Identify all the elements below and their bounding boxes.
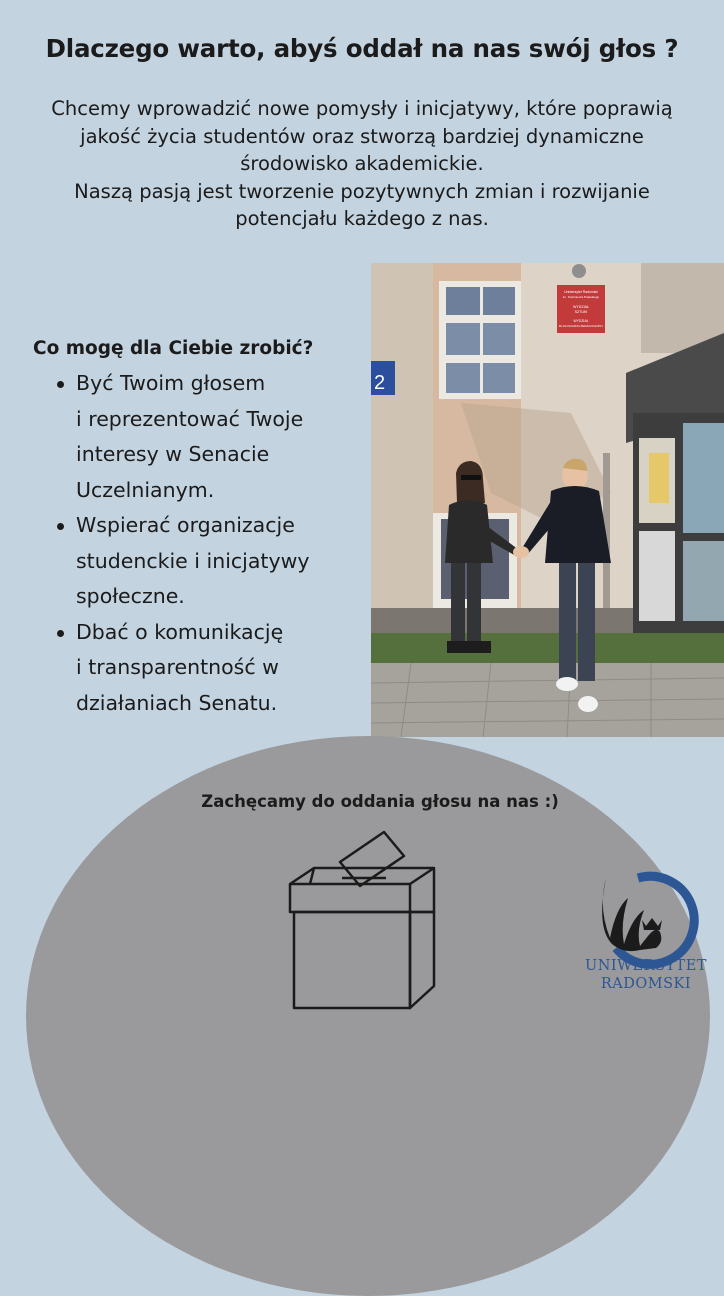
plaque-line: FILOLOGICZNO-PEDAGOGICZNY xyxy=(558,324,604,328)
help-list xyxy=(48,366,348,721)
help-item-line: Być Twoim głosem xyxy=(76,371,266,395)
logo-text-line2: RADOMSKI xyxy=(600,976,692,992)
intro-text xyxy=(20,95,704,233)
plaque-line: WYDZIAŁ xyxy=(573,319,589,323)
help-item-representation xyxy=(48,366,348,508)
help-item-line: Wspierać organizacje xyxy=(76,513,295,537)
poster-title: Dlaczego warto, abyś oddał na nas swój głos ? xyxy=(45,34,679,63)
intro-line: Chcemy wprowadzić nowe pomysły i inicjatywy, które poprawią xyxy=(51,97,673,120)
intro-line: jakość życia studentów oraz stworzą bardziej dynamiczne xyxy=(80,124,644,148)
call-to-action: Zachęcamy do oddania głosu na nas :) xyxy=(201,792,559,811)
help-item-line: Dbać o komunikację xyxy=(76,619,284,644)
help-heading: Co mogę dla Ciebie zrobić? xyxy=(33,338,314,359)
bottom-circle xyxy=(26,736,710,1296)
candidates-photo xyxy=(371,263,724,737)
logo-text-line1: UNIWERSYTET xyxy=(585,958,707,974)
help-item-line: i reprezentować Twoje xyxy=(76,406,304,431)
help-item-line: i transparentność w xyxy=(76,655,279,679)
help-item-line: społeczne. xyxy=(76,584,185,608)
intro-line: środowisko akademickie. xyxy=(240,152,484,175)
plaque-line: WYDZIAŁ xyxy=(573,305,589,309)
ballot-box-icon xyxy=(286,828,438,1010)
help-item-line: Uczelnianym. xyxy=(76,477,215,502)
plaque-line: SZTUKI xyxy=(574,310,588,314)
plaque-line: im. Kazimierza Pułaskiego xyxy=(562,295,600,299)
help-item-communication xyxy=(48,615,348,722)
street-number-text: 2 xyxy=(374,372,386,394)
help-item-line: działaniach Senatu. xyxy=(76,690,278,715)
help-item-support xyxy=(48,508,348,615)
intro-line: potencjału każdego z nas. xyxy=(235,207,489,230)
help-item-line: interesy w Senacie xyxy=(76,442,270,466)
plaque-line: Uniwersytet Radomski xyxy=(564,290,598,294)
help-item-line: studenckie i inicjatywy xyxy=(76,548,310,573)
intro-line: Naszą pasją jest tworzenie pozytywnych zmian i rozwijanie xyxy=(74,179,650,203)
